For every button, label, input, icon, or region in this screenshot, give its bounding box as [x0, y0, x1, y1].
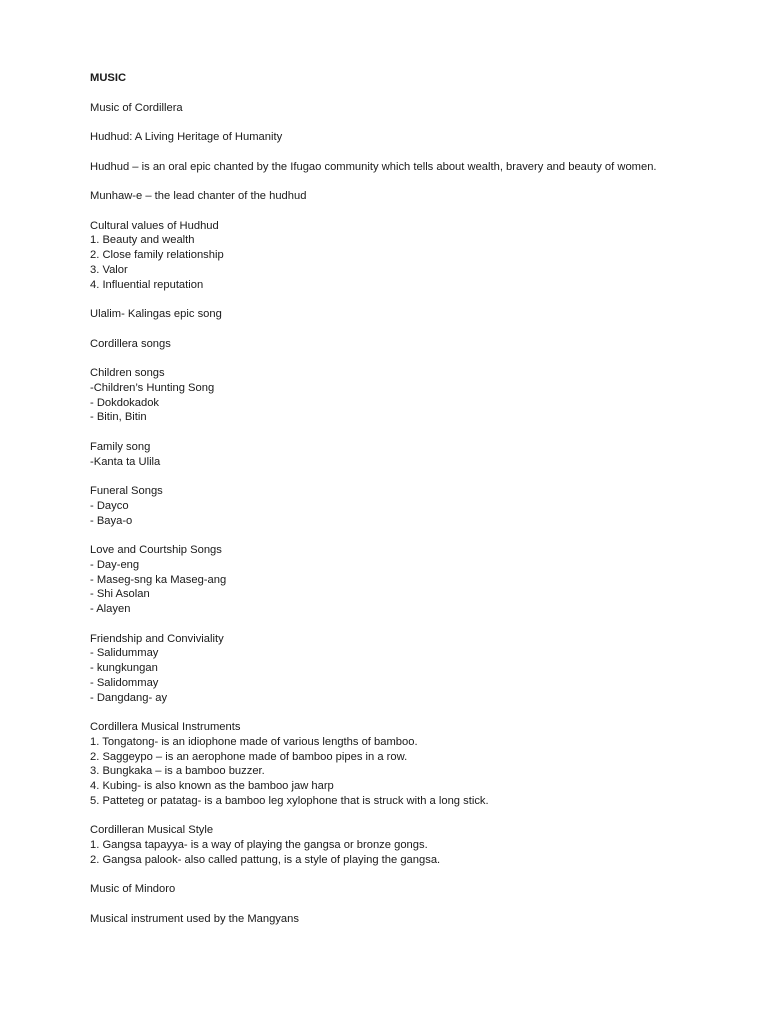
text-line: Ulalim- Kalingas epic song	[90, 308, 222, 320]
blank-line	[90, 204, 690, 219]
blank-line	[90, 868, 690, 883]
text-line: Musical instrument used by the Mangyans	[90, 912, 299, 925]
text-line: - Dayco	[90, 499, 129, 512]
text-line: Funeral Songs	[90, 485, 163, 497]
text-line: Cultural values of Hudhud	[90, 219, 219, 232]
text-line: - Day-eng	[90, 558, 140, 571]
text-line: - Dokdokadok	[90, 396, 160, 409]
text-line: - kungkungan	[90, 662, 158, 674]
text-line: Music of Mindoro	[90, 883, 176, 896]
text-line: - Shi Asolan	[90, 588, 150, 601]
text-line: - Dangdang- ay	[90, 691, 168, 704]
document-page	[90, 71, 690, 927]
text-line: Family song	[90, 440, 151, 453]
text-line: Cordilleran Musical Style	[90, 824, 214, 837]
text-line: Cordillera Musical Instruments	[90, 721, 241, 733]
document-heading: MUSIC	[90, 72, 127, 84]
blank-line	[90, 351, 690, 366]
text-line: 2. Close family relationship	[90, 249, 224, 261]
text-line: 5. Patteteg or patatag- is a bamboo leg xylophone that is struck with a long stick.	[90, 794, 489, 807]
text-line: -Children’s Hunting Song	[90, 381, 215, 394]
text-line: - Bitin, Bitin	[90, 411, 147, 424]
blank-line	[90, 809, 690, 824]
blank-line	[90, 897, 690, 912]
text-line: - Alayen	[90, 603, 131, 615]
text-line: 1. Beauty and wealth	[90, 234, 195, 247]
text-line: Friendship and Conviviality	[90, 632, 224, 645]
text-line: Cordillera songs	[90, 337, 171, 350]
blank-line	[90, 528, 690, 543]
text-line: 1. Tongatong- is an idiophone made of various lengths of bamboo.	[90, 735, 418, 748]
blank-line	[90, 617, 690, 632]
blank-line	[90, 174, 690, 189]
text-line: Hudhud – is an oral epic chanted by the Ifugao community which tells about wealth, bravery and beauty of women.	[90, 160, 657, 173]
text-line: Love and Courtship Songs	[90, 544, 222, 556]
text-line: - Salidummay	[90, 647, 159, 660]
text-line: - Salidommay	[90, 676, 159, 689]
text-line: 2. Saggeypo – is an aerophone made of bamboo pipes in a row.	[90, 750, 408, 763]
text-line: Music of Cordillera	[90, 101, 183, 114]
blank-line	[90, 86, 690, 101]
text-line: -Kanta ta Ulila	[90, 455, 161, 468]
blank-line	[90, 145, 690, 160]
text-line: - Baya-o	[90, 514, 133, 527]
blank-line	[90, 292, 690, 307]
text-line: 3. Bungkaka – is a bamboo buzzer.	[90, 765, 265, 778]
blank-line	[90, 425, 690, 440]
text-line: Hudhud: A Living Heritage of Humanity	[90, 131, 283, 143]
text-line: - Maseg-sng ka Maseg-ang	[90, 573, 227, 586]
blank-line	[90, 115, 690, 130]
text-line: 4. Influential reputation	[90, 278, 204, 291]
text-line: 3. Valor	[90, 263, 128, 276]
text-line: 2. Gangsa palook- also called pattung, is a style of playing the gangsa.	[90, 853, 441, 866]
text-line: Munhaw-e – the lead chanter of the hudhud	[90, 190, 307, 202]
text-line: Children songs	[90, 367, 165, 379]
text-line: 4. Kubing- is also known as the bamboo jaw harp	[90, 780, 334, 792]
blank-line	[90, 705, 690, 720]
text-line: 1. Gangsa tapayya- is a way of playing the gangsa or bronze gongs.	[90, 839, 428, 851]
blank-line	[90, 469, 690, 484]
blank-line	[90, 322, 690, 337]
